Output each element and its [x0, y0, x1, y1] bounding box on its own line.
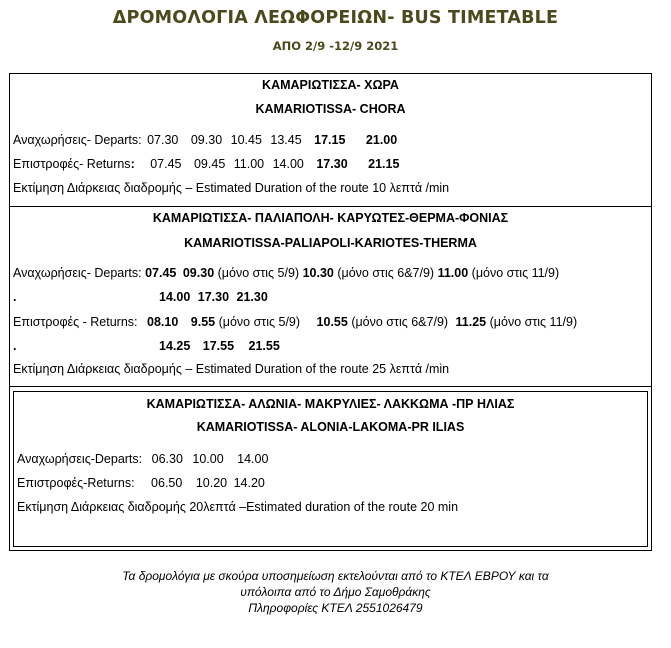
departs-time: 13.45 [270, 133, 302, 147]
returns-note: (μόνο στις 5/9) [218, 315, 301, 329]
departs-time-bold: 09.30 [182, 266, 215, 280]
returns-time: 14.00 [272, 157, 304, 171]
page-title: ΔΡΟΜΟΛΟΓΙΑ ΛΕΩΦΟΡΕΙΩΝ- BUS TIMETABLE [112, 8, 559, 28]
returns-label: Επιστροφές - Returns: [13, 315, 138, 329]
departs-time-bold: 07.45 [145, 266, 177, 280]
departs-time: 09.30 [190, 133, 223, 147]
route-1-name-en: KAMARIOTISSA- CHORA [255, 102, 406, 116]
route-3-returns [17, 476, 265, 490]
route-3-duration: Εκτίμηση Διάρκειας διαδρομής 20λεπτά –Estimated duration of the route 20 min [17, 500, 459, 514]
route-1-departs [13, 133, 397, 147]
departs-time: 06.30 [151, 452, 183, 466]
route-divider [9, 386, 652, 387]
departs-note: (μόνο στις 11/9) [471, 266, 560, 280]
returns-time: 09.45 [193, 157, 226, 171]
route-divider [9, 206, 652, 207]
departs-label: Αναχωρήσεις- Departs: [13, 133, 142, 147]
route-2-duration: Εκτίμηση Διάρκειας διαδρομής – Estimated Duration of the route 25 λεπτά /min [13, 362, 450, 376]
row-marker: . [13, 290, 17, 304]
route-1-name-gr: ΚΑΜΑΡΙΩΤΙΣΣΑ- ΧΩΡΑ [262, 78, 399, 92]
departs-note: (μόνο στις 5/9) [217, 266, 300, 280]
route-2-name-gr: ΚΑΜΑΡΙΩΤΙΣΣΑ- ΠΑΛΙΑΠΟΛΗ- ΚΑΡΥΩΤΕΣ-ΘΕΡΜΑ-ΦΟΝΙΑΣ [152, 211, 509, 225]
returns-note: (μόνο στις 6&7/9) [351, 315, 449, 329]
departs-note: (μόνο στις 6&7/9) [337, 266, 435, 280]
departs-time-bold: 11.00 [437, 266, 469, 280]
departs-label: Αναχωρήσεις- Departs: [13, 266, 142, 280]
route-2-name-en: KAMARIOTISSA-PALIAPOLI-KARIOTES-THERMA [184, 236, 477, 250]
route-1-returns [13, 157, 399, 171]
returns-time-bold: 11.25 [455, 315, 487, 329]
returns-time: 06.50 [151, 476, 183, 490]
departs-time-bold: 21.30 [236, 290, 268, 304]
departs-time-bold: 21.00 [365, 133, 398, 147]
departs-time: 07.30 [147, 133, 179, 147]
row-marker: . [13, 339, 17, 353]
footer-info-phone: Πληροφορίες ΚΤΕΛ 2551026479 [248, 601, 423, 615]
returns-time-bold: 17.30 [316, 157, 348, 171]
returns-time-bold: 10.55 [316, 315, 348, 329]
departs-time: 10.45 [230, 133, 262, 147]
returns-time-bold: 21.15 [368, 157, 400, 171]
returns-time-bold: 14.25 [159, 339, 191, 353]
returns-note: (μόνο στις 11/9) [489, 315, 578, 329]
footer-note-line-1: Τα δρομολόγια με σκούρα υποσημείωση εκτελούνται από το ΚΤΕΛ ΕΒΡΟΥ και τα [122, 569, 549, 583]
departs-time: 14.00 [237, 452, 269, 466]
departs-time-bold: 14.00 [159, 290, 191, 304]
route-3-departs [17, 452, 268, 466]
returns-time: 07.45 [150, 157, 182, 171]
departs-label: Αναχωρήσεις-Departs: [17, 452, 143, 466]
returns-label: Επιστροφές- Returns [13, 157, 131, 171]
route-2-departs-cont [13, 290, 16, 304]
route-3-name-en: KAMARIOTISSA- ALONIA-LAKOMA-PR ILIAS [196, 420, 465, 434]
route-3-box [13, 391, 648, 547]
departs-time: 10.00 [192, 452, 224, 466]
route-3-name-gr: ΚΑΜΑΡΙΩΤΙΣΣΑ- ΑΛΩΝΙΑ- ΜΑΚΡΥΛΙΕΣ- ΛΑΚΚΩΜΑ -ΠΡ ΗΛΙΑΣ [146, 397, 515, 411]
returns-time: 10.20 [195, 476, 228, 490]
route-2-returns-times [159, 339, 280, 353]
returns-time: 14.20 [233, 476, 265, 490]
returns-label: Επιστροφές-Returns: [17, 476, 135, 490]
route-1-duration: Εκτίμηση Διάρκειας διαδρομής – Estimated Duration of the route 10 λεπτά /min [13, 181, 450, 195]
date-range: ΑΠΟ 2/9 -12/9 2021 [272, 39, 399, 53]
departs-time-bold: 10.30 [302, 266, 334, 280]
footer-note-line-2: υπόλοιπα από το Δήμο Σαμοθράκης [240, 585, 431, 599]
returns-time: 11.00 [233, 157, 265, 171]
route-2-returns-cont [13, 339, 16, 353]
returns-time-bold: 17.55 [202, 339, 235, 353]
returns-time-bold: 08.10 [147, 315, 179, 329]
departs-time-bold: 17.15 [314, 133, 346, 147]
route-2-departs-times [159, 290, 268, 304]
route-2-returns [13, 315, 577, 329]
returns-time-bold: 21.55 [248, 339, 280, 353]
returns-time-bold: 9.55 [190, 315, 216, 329]
route-2-departs [13, 266, 559, 280]
departs-time-bold: 17.30 [197, 290, 230, 304]
returns-colon: : [130, 157, 135, 171]
